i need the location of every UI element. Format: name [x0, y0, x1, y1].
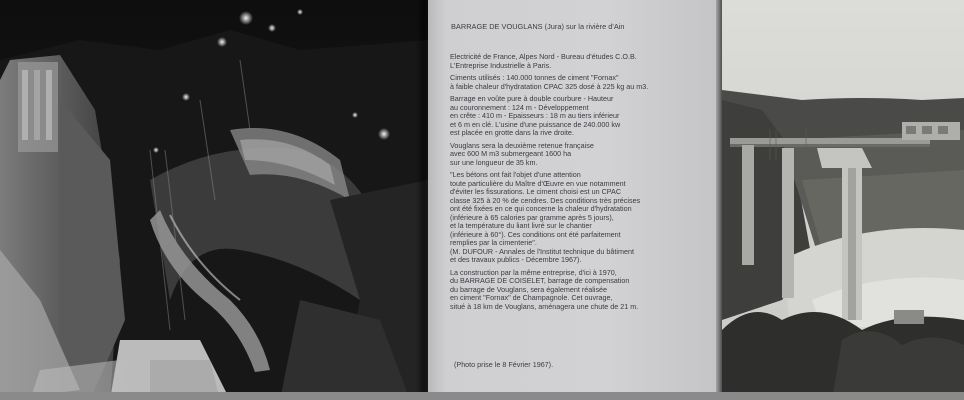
page-title: BARRAGE DE VOUGLANS (Jura) sur la rivière d'Ain [451, 22, 625, 31]
page-bottom-edge [0, 392, 964, 400]
paragraph-dam-specs: Barrage en voûte pure à double courbure - Hauteur au couronnement : 124 m - Développement en crête : 410 m - Epaisseurs : 18 m au tiers inférieur et 6 m en clé. L'usine d'une puissance de 240.000 kw est placée en grotte dans la rive droite. [450, 94, 621, 137]
paragraph-credits: Electricité de France, Alpes Nord - Bureau d'études C.O.B. L'Entreprise Industrielle à Paris. [450, 52, 637, 70]
viaduct-construction-photo [722, 0, 964, 400]
paragraph-quote: "Les bétons ont fait l'objet d'une attention toute particulière du Maître d'Œuvre en vue notamment d'éviter les fissurations. Le ciment choisi est un CPAC classe 325 à 20 % de cendres. Des conditions très précises ont été fixées en ce qui concerne la chaleur d'hydratation (inférieure à 65 calories par gramme après 5 jours), et la température du liant livré sur le chantier (inférieure à 60°). Ces conditions ont été parfaitement remplies par la cimenterie". (M. DUFOUR - Annales de l'Institut technique du bâtiment et des travaux publics - Décembre 1967). [450, 170, 641, 264]
photo-caption: (Photo prise le 8 Février 1967). [454, 360, 554, 369]
paragraph-cement: Ciments utilisés : 140.000 tonnes de ciment "Fornax" à faible chaleur d'hydratation CPAC 325 dosé à 225 kg au m3. [450, 73, 649, 91]
paragraph-coiselet: La construction par la même entreprise, d'ici à 1970, du BARRAGE DE COISELET, barrage de compensation du barrage de Vouglans, sera également réalisée en ciment "Fornax" de Champagnole. Cet ouvrage, situé à 18 km de Vouglans, aménagera une chute de 21 m. [450, 267, 639, 311]
dam-construction-night-photo [0, 0, 428, 400]
paragraph-reservoir: Vouglans sera la deuxième retenue française avec 600 M m3 submergeant 1600 ha sur une longueur de 35 km. [450, 140, 594, 167]
body-text [450, 53, 718, 315]
text-page [428, 0, 722, 400]
